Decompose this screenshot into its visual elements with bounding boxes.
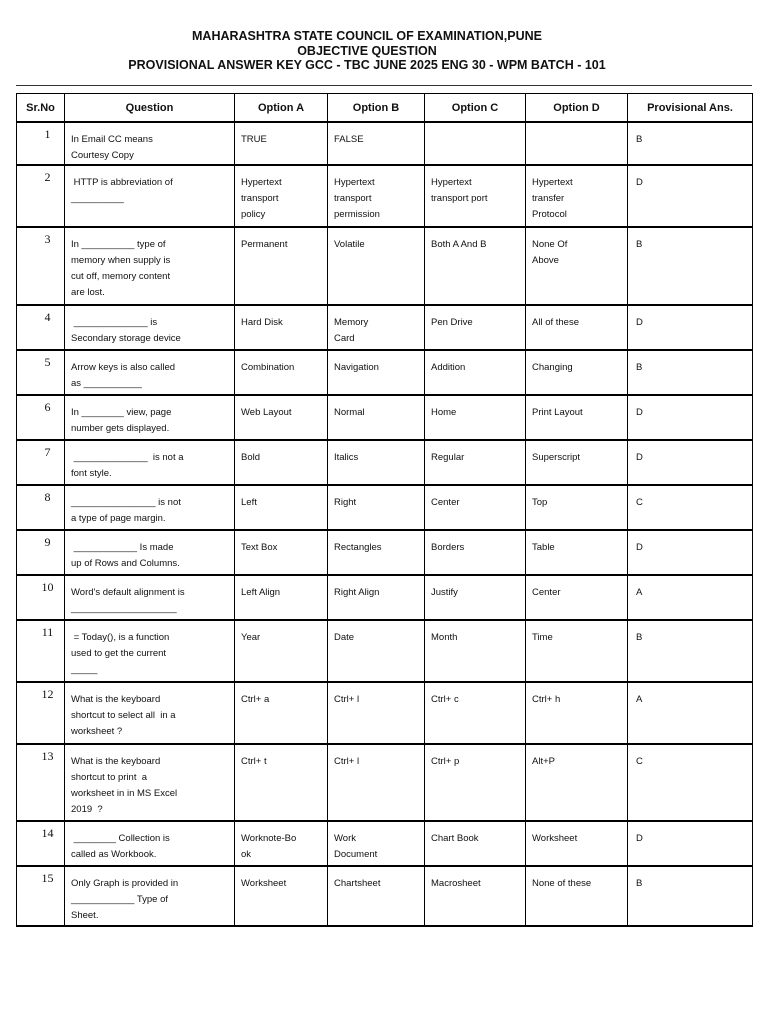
cell-option-a: Text Box <box>235 530 328 575</box>
cell-option-d: Top <box>526 485 628 530</box>
cell-option-c: Justify <box>425 575 526 620</box>
cell-option-d: Worksheet <box>526 821 628 866</box>
cell-option-b: Italics <box>328 440 425 485</box>
cell-question: In __________ type of memory when supply is cut off, memory content are lost. <box>65 227 235 305</box>
cell-option-b: Hypertext transport permission <box>328 165 425 227</box>
cell-option-c: Both A And B <box>425 227 526 305</box>
cell-provisional-answer: B <box>628 227 753 305</box>
cell-provisional-answer: D <box>628 821 753 866</box>
cell-provisional-answer: C <box>628 485 753 530</box>
cell-question: In Email CC means Courtesy Copy <box>65 122 235 165</box>
cell-provisional-answer: B <box>628 620 753 682</box>
cell-sr-no: 15 <box>17 866 65 926</box>
column-header-option-b: Option B <box>328 94 425 123</box>
cell-option-c <box>425 122 526 165</box>
cell-provisional-answer: B <box>628 350 753 395</box>
cell-option-c: Addition <box>425 350 526 395</box>
cell-option-a: Left Align <box>235 575 328 620</box>
table-row <box>17 122 753 165</box>
council-title: MAHARASHTRA STATE COUNCIL OF EXAMINATION,PUNE <box>192 29 542 43</box>
cell-option-b: Ctrl+ l <box>328 682 425 744</box>
cell-sr-no: 7 <box>17 440 65 485</box>
cell-option-a: Worksheet <box>235 866 328 926</box>
cell-option-d <box>526 122 628 165</box>
cell-sr-no: 14 <box>17 821 65 866</box>
cell-option-c: Regular <box>425 440 526 485</box>
cell-option-a: Ctrl+ a <box>235 682 328 744</box>
column-header-question: Question <box>65 94 235 123</box>
cell-option-a: Left <box>235 485 328 530</box>
cell-option-b: Right Align <box>328 575 425 620</box>
cell-option-b: Date <box>328 620 425 682</box>
cell-option-b: Normal <box>328 395 425 440</box>
cell-question: ____________ Is made up of Rows and Columns. <box>65 530 235 575</box>
cell-sr-no: 3 <box>17 227 65 305</box>
cell-sr-no: 10 <box>17 575 65 620</box>
cell-sr-no: 13 <box>17 744 65 821</box>
document-subtitle: OBJECTIVE QUESTION <box>297 43 437 58</box>
cell-option-d: None Of Above <box>526 227 628 305</box>
cell-option-c: Chart Book <box>425 821 526 866</box>
cell-provisional-answer: D <box>628 395 753 440</box>
cell-option-b: Rectangles <box>328 530 425 575</box>
table-row <box>17 530 753 575</box>
cell-option-d: Ctrl+ h <box>526 682 628 744</box>
cell-question: ______________ is not a font style. <box>65 440 235 485</box>
cell-sr-no: 11 <box>17 620 65 682</box>
cell-sr-no: 2 <box>17 165 65 227</box>
cell-option-a: Bold <box>235 440 328 485</box>
cell-option-c: Hypertext transport port <box>425 165 526 227</box>
table-row <box>17 575 753 620</box>
cell-provisional-answer: A <box>628 682 753 744</box>
cell-option-a: Year <box>235 620 328 682</box>
cell-option-c: Ctrl+ c <box>425 682 526 744</box>
cell-provisional-answer: B <box>628 122 753 165</box>
cell-option-d: Time <box>526 620 628 682</box>
cell-sr-no: 8 <box>17 485 65 530</box>
table-row <box>17 395 753 440</box>
cell-option-c: Month <box>425 620 526 682</box>
table-body <box>17 122 753 926</box>
cell-option-a: Hypertext transport policy <box>235 165 328 227</box>
cell-option-d: Print Layout <box>526 395 628 440</box>
cell-option-a: Combination <box>235 350 328 395</box>
table-row <box>17 485 753 530</box>
table-row <box>17 350 753 395</box>
column-header-provisional-answer: Provisional Ans. <box>628 94 753 123</box>
document-header <box>0 29 734 73</box>
cell-option-b: Right <box>328 485 425 530</box>
table-row <box>17 620 753 682</box>
cell-provisional-answer: C <box>628 744 753 821</box>
table-row <box>17 440 753 485</box>
cell-question: Arrow keys is also called as ___________ <box>65 350 235 395</box>
cell-option-a: Web Layout <box>235 395 328 440</box>
cell-option-a: Ctrl+ t <box>235 744 328 821</box>
cell-option-d: Hypertext transfer Protocol <box>526 165 628 227</box>
cell-question: HTTP is abbreviation of __________ <box>65 165 235 227</box>
cell-option-c: Pen Drive <box>425 305 526 350</box>
cell-option-c: Home <box>425 395 526 440</box>
cell-provisional-answer: D <box>628 305 753 350</box>
column-header-option-d: Option D <box>526 94 628 123</box>
cell-sr-no: 4 <box>17 305 65 350</box>
table-row <box>17 305 753 350</box>
cell-option-b: Chartsheet <box>328 866 425 926</box>
cell-option-c: Borders <box>425 530 526 575</box>
cell-question: ______________ is Secondary storage device <box>65 305 235 350</box>
table-row <box>17 165 753 227</box>
cell-option-a: TRUE <box>235 122 328 165</box>
cell-sr-no: 6 <box>17 395 65 440</box>
cell-option-d: Changing <box>526 350 628 395</box>
column-header-option-c: Option C <box>425 94 526 123</box>
cell-option-b: Work Document <box>328 821 425 866</box>
cell-option-a: Permanent <box>235 227 328 305</box>
cell-question: What is the keyboard shortcut to select all in a worksheet ? <box>65 682 235 744</box>
cell-provisional-answer: B <box>628 866 753 926</box>
cell-option-b: Ctrl+ l <box>328 744 425 821</box>
cell-question: ________________ is not a type of page margin. <box>65 485 235 530</box>
answer-key-table <box>16 93 753 927</box>
cell-sr-no: 5 <box>17 350 65 395</box>
table-row <box>17 744 753 821</box>
cell-question: = Today(), is a function used to get the current _____ <box>65 620 235 682</box>
cell-option-c: Ctrl+ p <box>425 744 526 821</box>
cell-question: Word's default alignment is ____________________ <box>65 575 235 620</box>
cell-option-a: Worknote-Bo ok <box>235 821 328 866</box>
cell-option-d: Center <box>526 575 628 620</box>
cell-option-d: Alt+P <box>526 744 628 821</box>
cell-option-b: Memory Card <box>328 305 425 350</box>
cell-sr-no: 12 <box>17 682 65 744</box>
cell-provisional-answer: D <box>628 165 753 227</box>
header-divider <box>16 85 752 86</box>
cell-question: What is the keyboard shortcut to print a worksheet in in MS Excel 2019 ? <box>65 744 235 821</box>
table-row <box>17 821 753 866</box>
cell-option-c: Macrosheet <box>425 866 526 926</box>
cell-option-c: Center <box>425 485 526 530</box>
cell-option-b: Volatile <box>328 227 425 305</box>
cell-question: In ________ view, page number gets displayed. <box>65 395 235 440</box>
cell-provisional-answer: D <box>628 440 753 485</box>
table-header-row <box>17 94 753 123</box>
cell-provisional-answer: D <box>628 530 753 575</box>
cell-option-d: Superscript <box>526 440 628 485</box>
cell-option-b: Navigation <box>328 350 425 395</box>
cell-option-d: None of these <box>526 866 628 926</box>
table-row <box>17 227 753 305</box>
cell-option-b: FALSE <box>328 122 425 165</box>
cell-option-a: Hard Disk <box>235 305 328 350</box>
cell-sr-no: 9 <box>17 530 65 575</box>
cell-option-d: Table <box>526 530 628 575</box>
table-row <box>17 866 753 926</box>
cell-option-d: All of these <box>526 305 628 350</box>
answer-key-title: PROVISIONAL ANSWER KEY GCC - TBC JUNE 2025 ENG 30 - WPM BATCH - 101 <box>128 58 606 73</box>
cell-provisional-answer: A <box>628 575 753 620</box>
table-row <box>17 682 753 744</box>
column-header-option-a: Option A <box>235 94 328 123</box>
column-header-sr-no: Sr.No <box>17 94 65 123</box>
cell-sr-no: 1 <box>17 122 65 165</box>
cell-question: Only Graph is provided in ____________ Type of Sheet. <box>65 866 235 926</box>
cell-question: ________ Collection is called as Workbook. <box>65 821 235 866</box>
